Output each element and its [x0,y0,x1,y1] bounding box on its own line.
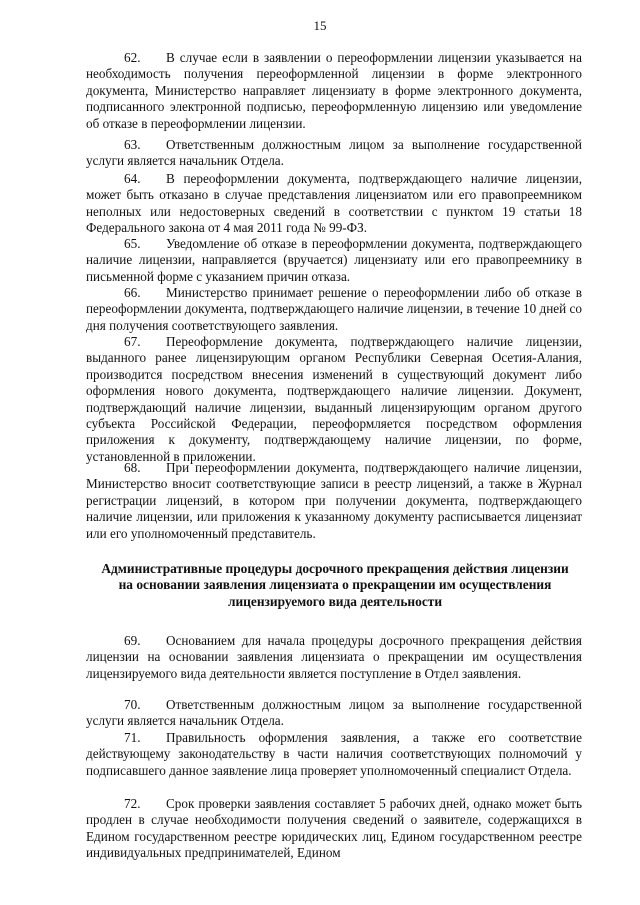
paragraph-number: 69. [124,633,141,648]
paragraph-number: 72. [124,796,141,811]
paragraph-text: В переоформлении документа, подтверждающего наличие лицензии, может быть отказано в случае представления лицензиатом или его правопреемником неполных или недостоверных сведений в соответствии с пунктом 19 статьи 18 Федерального закона от 4 мая 2011 года № 99-ФЗ. [86,171,582,236]
paragraph-number: 62. [124,50,141,65]
paragraph-number: 64. [124,171,141,186]
paragraph-text: При переоформлении документа, подтверждающего наличие лицензии, Министерство вносит соответствующие записи в реестр лицензий, а также в Журнал регистрации лицензий, в котором при получении документа, подтверждающего наличие лицензии, или приложения к указанному документу расписывается лицензиат или его уполномоченный представитель. [86,460,582,541]
paragraph-number: 63. [124,137,141,152]
paragraph-number: 66. [124,285,141,300]
paragraph-63 [86,137,582,170]
paragraph-text: Основанием для начала процедуры досрочного прекращения действия лицензии на основании заявления лицензиата о прекращении им осуществления лицензируемого вида деятельности является поступление в Отдел заявления. [86,633,582,681]
paragraph-text: Министерство принимает решение о переоформлении либо об отказе в переоформлении документа, подтверждающего наличие лицензии, в течение 10 дней со дня получения соответствующего заявления. [86,285,582,333]
paragraph-number: 68. [124,460,141,475]
paragraph-text: В случае если в заявлении о переоформлении лицензии указывается на необходимость получения переоформленной лицензии в форме электронного документа, Министерство направляет лицензиату в форме электронного документа, подписанного электронной подписью, переоформленную лицензию или уведомление об отказе в переоформлении лицензии. [86,50,582,131]
page-number: 15 [313,18,327,33]
paragraph-text: Уведомление об отказе в переоформлении документа, подтверждающего наличие лицензии, направляется (вручается) лицензиату или его правопреемнику в письменной форме с указанием причин отказа. [86,236,582,284]
section-heading: Административные процедуры досрочного прекращения действия лицензии на основании заявления лицензиата о прекращении им осуществления лицензируемого вида деятельности [101,561,569,609]
paragraph-72 [86,796,582,862]
paragraph-67 [86,334,582,465]
paragraph-68 [86,460,582,542]
paragraph-text: Ответственным должностным лицом за выполнение государственной услуги является начальник Отдела. [86,137,582,169]
paragraph-65 [86,236,582,285]
paragraph-number: 71. [124,730,141,745]
paragraph-number: 65. [124,236,141,251]
paragraph-62 [86,50,582,132]
paragraph-text: Ответственным должностным лицом за выполнение государственной услуги является начальник Отдела. [86,697,582,729]
paragraph-64 [86,171,582,237]
paragraph-number: 67. [124,334,141,349]
paragraph-71 [86,730,582,779]
paragraph-69 [86,633,582,682]
paragraph-text: Правильность оформления заявления, а также его соответствие действующему законодательству в части наличия соответствующих полномочий у подписавшего данное заявление лица проверяет уполномоченный специалист Отдела. [86,730,582,778]
paragraph-70 [86,697,582,730]
paragraph-text: Переоформление документа, подтверждающего наличие лицензии, выданного ранее лицензирующим органом Республики Северная Осетия-Алания, производится посредством внесения изменений в существующий документ либо оформления нового документа, подтверждающего наличие лицензии. Документ, подтверждающий наличие лицензии, выданный лицензирующим органом другого субъекта Российской Федерации, переоформляется посредством оформления приложения к документу, подтверждающему наличие лицензии, по форме, установленной в приложении. [86,334,582,464]
paragraph-66 [86,285,582,334]
paragraph-number: 70. [124,697,141,712]
paragraph-text: Срок проверки заявления составляет 5 рабочих дней, однако может быть продлен в случае необходимости получения сведений о заявителе, содержащихся в Едином государственном реестре юридических лиц, Едином государственном реестре индивидуальных предпринимателей, Едином [86,796,582,861]
